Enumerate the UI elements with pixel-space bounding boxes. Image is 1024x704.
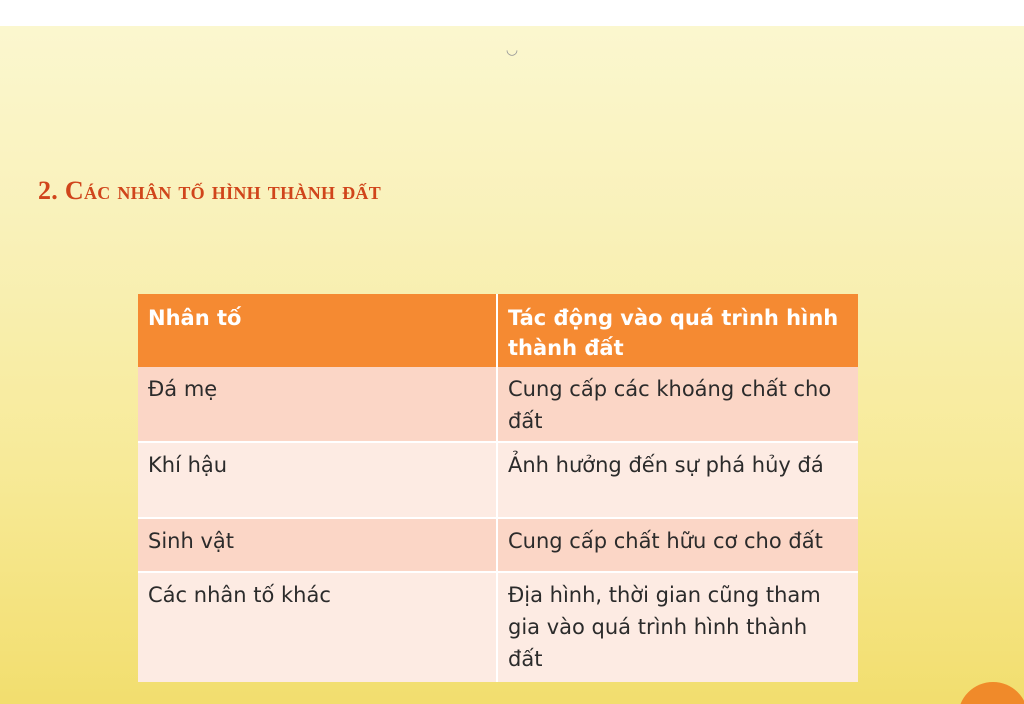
table-row [138, 367, 858, 442]
table-header-row [138, 294, 858, 367]
header-impact: Tác động vào quá trình hình thành đất [497, 294, 858, 367]
factor-cell: Sinh vật [138, 518, 497, 572]
table-row [138, 572, 858, 682]
table-row [138, 442, 858, 518]
small-circle-mark-icon: ◡ [505, 41, 519, 57]
factor-cell: Đá mẹ [138, 367, 497, 442]
header-factor: Nhân tố [138, 294, 497, 367]
impact-cell: Cung cấp chất hữu cơ cho đất [497, 518, 858, 572]
impact-cell: Cung cấp các khoáng chất cho đất [497, 367, 858, 442]
factor-cell: Khí hậu [138, 442, 497, 518]
impact-cell: Ảnh hưởng đến sự phá hủy đá [497, 442, 858, 518]
slide-title: 2. Các nhân tố hình thành đất [38, 176, 381, 205]
slide [0, 26, 1024, 704]
table-row [138, 518, 858, 572]
factor-cell: Các nhân tố khác [138, 572, 497, 682]
factors-table [138, 294, 858, 682]
impact-cell: Địa hình, thời gian cũng tham gia vào quá trình hình thành đất [497, 572, 858, 682]
